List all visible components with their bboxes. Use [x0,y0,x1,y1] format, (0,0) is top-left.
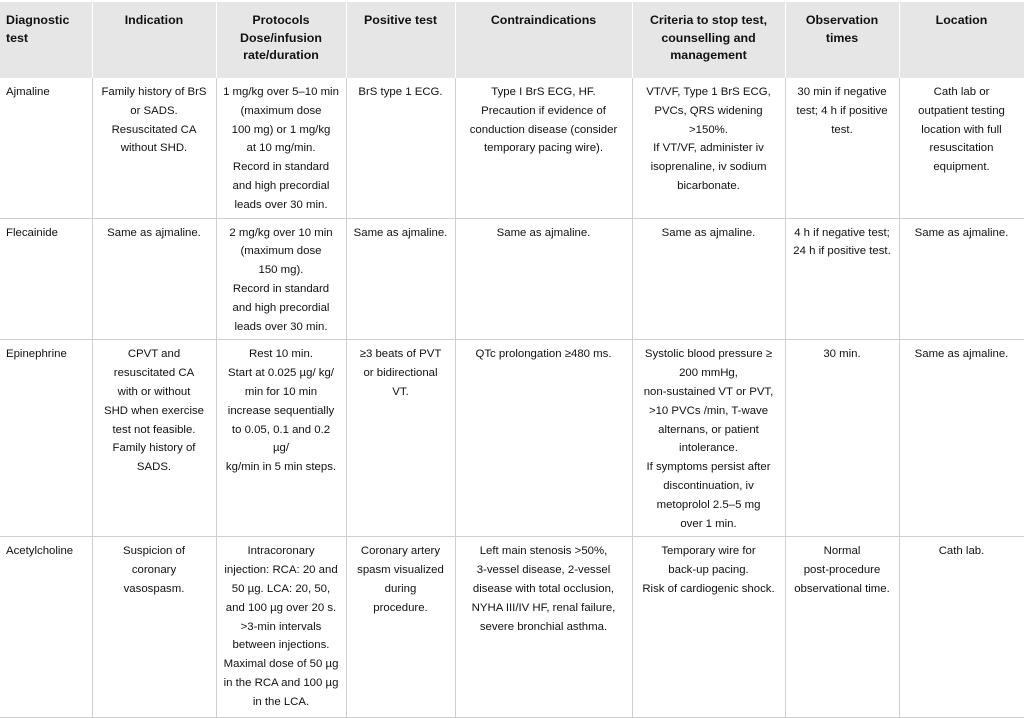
cell-text-line: Left main stenosis >50%, [479,545,608,558]
cell-text-line: Same as ajmaline. [914,226,1009,239]
cell-text-line: Flecainide [6,226,58,239]
cell-text-line: 3-vessel disease, 2-vessel [476,564,611,577]
cell-protocol [216,340,346,537]
cell-criteria-to-stop [632,537,785,718]
cell-text-line: 4 h if negative test; [794,226,890,239]
header-location: Location [899,2,1024,78]
cell-text-line: >10 PVCs /min, T-wave [648,404,769,417]
header-positive-test: Positive test [346,2,455,78]
cell-text-line: 2 mg/kg over 10 min [229,226,333,239]
header-contraindications: Contraindications [455,2,632,78]
cell-text-line: Normal [823,545,861,558]
cell-text-line: Same as ajmaline. [661,226,756,239]
cell-text-line: 50 µg. LCA: 20, 50, [231,582,331,595]
cell-text-line: discontinuation, iv [663,479,754,492]
cell-text-line: or bidirectional [363,367,438,380]
table-row [0,340,1024,537]
cell-criteria-to-stop [632,340,785,537]
cell-observation-times [785,537,899,718]
cell-indication [92,340,216,537]
cell-text-line: conduction disease (consider [469,123,618,136]
cell-protocol [216,537,346,718]
cell-text-line: severe bronchial asthma. [479,620,608,633]
cell-text-line: Record in standard [232,282,330,295]
cell-text-line: and high precordial [232,301,330,314]
cell-diagnostic-test [0,218,92,340]
cell-text-line: resuscitation [929,142,994,155]
cell-text-line: Start at 0.025 µg/ kg/ [228,367,334,380]
cell-text-line: Acetylcholine [6,545,74,558]
cell-diagnostic-test [0,537,92,718]
cell-text-line: VT. [392,385,409,398]
cell-text-line: procedure. [373,601,428,614]
cell-text-line: test; 4 h if positive [796,104,888,117]
cell-positive-test [346,218,455,340]
cell-text-line: 30 min if negative [797,86,887,98]
cell-text-line: resuscitated CA [113,367,195,380]
cell-text-line: Cath lab. [938,545,985,558]
cell-text-line: isoprenaline, iv sodium [650,161,767,174]
cell-text-line: in the RCA and 100 µg [223,676,339,689]
cell-text-line: location with full [921,123,1002,136]
cell-protocol [216,218,346,340]
cell-location [899,218,1024,340]
cell-text-line: Family history of [112,442,196,455]
cell-text-line: injection: RCA: 20 and [224,564,338,577]
cell-text-line: bicarbonate. [677,179,740,192]
cell-positive-test [346,78,455,218]
cell-observation-times [785,340,899,537]
cell-text-line: Same as ajmaline. [914,348,1009,361]
cell-location [899,537,1024,718]
header-indication: Indication [92,2,216,78]
cell-observation-times [785,218,899,340]
cell-text-line: >150%. [689,123,728,136]
table-row [0,78,1024,218]
cell-contraindications [455,78,632,218]
cell-text-line: metoprolol 2.5–5 mg [656,498,761,511]
cell-text-line: 100 mg) or 1 mg/kg [231,123,331,136]
cell-text-line: temporary pacing wire). [483,142,603,155]
cell-text-line: If symptoms persist after [646,461,771,474]
cell-text-line: Record in standard [232,161,330,174]
cell-text-line: and 100 µg over 20 s. [225,601,337,614]
cell-location [899,78,1024,218]
cell-text-line: NYHA III/IV HF, renal failure, [471,601,616,614]
cell-text-line: Same as ajmaline. [107,226,201,239]
cell-text-line: disease with total occlusion, [472,582,615,595]
cell-text-line: Resuscitated CA [111,123,197,136]
cell-text-line: 24 h if positive test. [793,245,891,258]
cell-text-line: Systolic blood pressure ≥ [644,348,773,361]
cell-text-line: QTc prolongation ≥480 ms. [475,348,612,361]
cell-text-line: kg/min in 5 min steps. [225,461,337,474]
cell-text-line: Type I BrS ECG, HF. [491,86,596,98]
cell-text-line: PVCs, QRS widening [654,104,763,117]
header-criteria-to-stop: Criteria to stop test, counselling and management [632,2,785,78]
cell-text-line: leads over 30 min. [234,320,328,333]
cell-text-line: Precaution if evidence of [481,104,606,117]
cell-text-line: post-procedure [803,564,881,577]
cell-text-line: observational time. [794,582,890,595]
cell-text-line: 30 min. [823,348,861,361]
cell-text-line: CPVT and [127,348,181,361]
header-row [0,2,1024,78]
cell-text-line: Intracoronary [247,545,315,558]
cell-text-line: alternans, or patient [658,423,759,436]
cell-indication [92,78,216,218]
cell-text-line: BrS type 1 ECG. [358,86,443,98]
cell-contraindications [455,218,632,340]
cell-indication [92,537,216,718]
cell-text-line: between injections. [232,639,330,652]
cell-text-line: Ajmaline [6,86,50,98]
cell-text-line: to 0.05, 0.1 and 0.2 µg/ [231,423,331,455]
cell-diagnostic-test [0,340,92,537]
header-diagnostic-test: Diagnostic test [0,2,92,78]
cell-text-line: during [384,582,417,595]
table-row [0,537,1024,718]
cell-text-line: Temporary wire for [661,545,756,558]
cell-criteria-to-stop [632,78,785,218]
cell-text-line: and high precordial [232,179,330,192]
header-observation-times: Observation times [785,2,899,78]
cell-text-line: 200 mmHg, [679,367,738,380]
cell-text-line: SADS. [136,461,172,474]
cell-location [899,340,1024,537]
cell-text-line: VT/VF, Type 1 BrS ECG, [646,86,771,98]
cell-text-line: coronary [131,564,177,577]
cell-diagnostic-test [0,78,92,218]
cell-text-line: Epinephrine [6,348,67,361]
cell-text-line: If VT/VF, administer iv [653,142,764,155]
cell-text-line: (maximum dose [240,245,322,258]
cell-text-line: min for 10 min [244,385,318,398]
cell-text-line: leads over 30 min. [234,198,328,211]
cell-protocol [216,78,346,218]
cell-text-line: test. [831,123,853,136]
cell-text-line: Coronary artery [360,545,441,558]
cell-text-line: at 10 mg/min. [246,142,316,155]
cell-text-line: Family history of BrS [101,86,207,98]
cell-contraindications [455,340,632,537]
cell-text-line: or SADS. [130,104,178,117]
cell-text-line: 1 mg/kg over 5–10 min [223,86,339,98]
cell-text-line: Rest 10 min. [249,348,313,361]
diagnostic-tests-table [0,2,1024,718]
cell-text-line: >3-min intervals [240,620,322,633]
cell-text-line: in the LCA. [252,695,310,708]
cell-text-line: over 1 min. [680,517,737,530]
cell-positive-test [346,340,455,537]
cell-text-line: equipment. [933,161,990,174]
table-row [0,218,1024,340]
cell-contraindications [455,537,632,718]
cell-text-line: vasospasm. [123,582,185,595]
cell-text-line: SHD when exercise [103,404,205,417]
cell-text-line: ≥3 beats of PVT [359,348,442,361]
cell-text-line: Suspicion of [122,545,186,558]
cell-text-line: spasm visualized [357,564,444,577]
cell-text-line: Same as ajmaline. [496,226,591,239]
cell-text-line: test not feasible. [112,423,196,436]
cell-indication [92,218,216,340]
cell-text-line: without SHD. [120,142,188,155]
cell-text-line: Risk of cardiogenic shock. [642,582,775,595]
cell-text-line: back-up pacing. [668,564,749,577]
cell-text-line: Maximal dose of 50 µg [223,658,339,671]
cell-text-line: non-sustained VT or PVT, [643,385,774,398]
cell-text-line: (maximum dose [240,104,322,117]
cell-text-line: Cath lab or [933,86,990,98]
cell-text-line: increase sequentially [227,404,335,417]
cell-text-line: Same as ajmaline. [353,226,448,239]
cell-text-line: intolerance. [679,442,738,455]
cell-text-line: with or without [117,385,191,398]
cell-observation-times [785,78,899,218]
cell-text-line: 150 mg). [258,264,304,277]
cell-positive-test [346,537,455,718]
cell-criteria-to-stop [632,218,785,340]
cell-text-line: outpatient testing [918,104,1005,117]
header-protocols: Protocols Dose/infusion rate/duration [216,2,346,78]
